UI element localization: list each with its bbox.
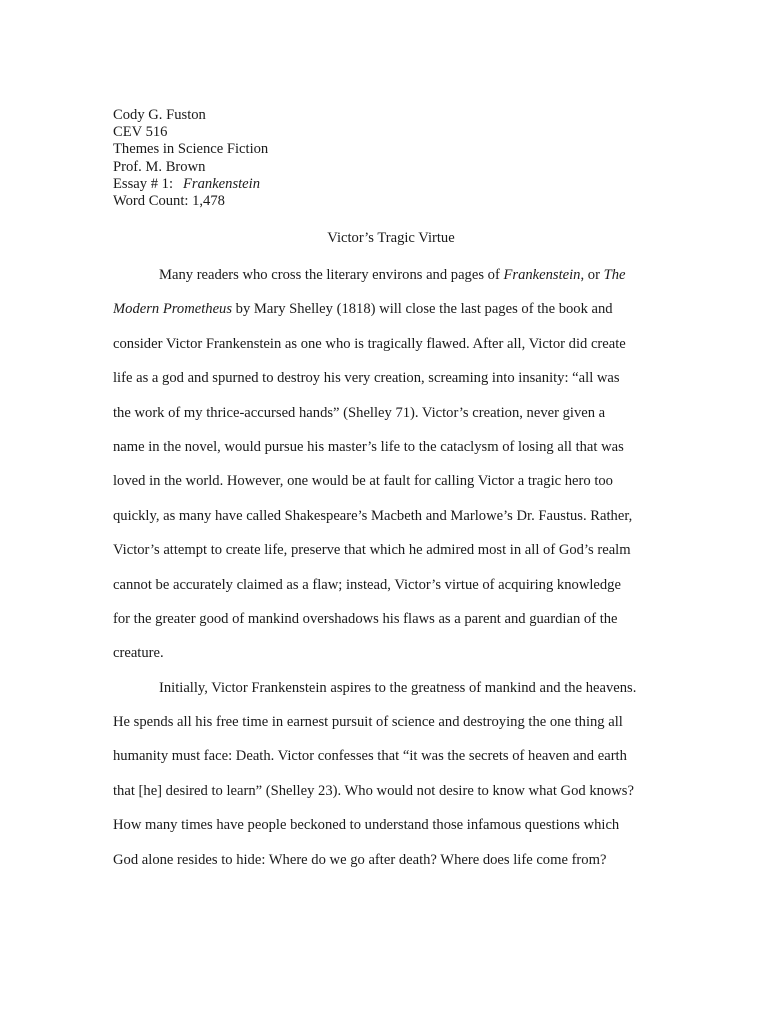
professor-name: Prof. M. Brown xyxy=(113,158,206,175)
text-line: consider Victor Frankenstein as one who is tragically flawed. After all, Victor did create xyxy=(113,335,626,352)
book-title: Modern Prometheus xyxy=(113,301,233,318)
text-line xyxy=(113,258,654,292)
text-line: Victor’s attempt to create life, preserve that which he admired most in all of God’s realm xyxy=(113,542,631,559)
book-title: Frankenstein xyxy=(503,267,581,283)
text-line: How many times have people beckoned to understand those infamous questions which xyxy=(113,817,620,834)
essay-number xyxy=(113,176,268,193)
text-line: creature. xyxy=(113,645,164,662)
essay-subject: Frankenstein xyxy=(183,175,261,192)
essay-label: Essay # 1: xyxy=(113,175,173,192)
paragraph xyxy=(113,671,654,877)
text-line: for the greater good of mankind overshadows his flaws as a parent and guardian of the xyxy=(113,610,618,627)
text-line: Initially, Victor Frankenstein aspires to the greatness of mankind and the heavens. xyxy=(159,679,637,696)
text-line: cannot be accurately claimed as a flaw; instead, Victor’s virtue of acquiring knowledge xyxy=(113,576,621,593)
text-line: humanity must face: Death. Victor confesses that “it was the secrets of heaven and earth xyxy=(113,748,627,765)
text-line xyxy=(113,292,654,326)
text-line: name in the novel, would pursue his master’s life to the cataclysm of losing all that was xyxy=(113,438,624,455)
text-run: , or xyxy=(580,267,604,283)
essay-title: Victor’s Tragic Virtue xyxy=(327,230,455,246)
text-line: loved in the world. However, one would be at fault for calling Victor a tragic hero too xyxy=(113,473,613,490)
essay-header xyxy=(113,107,268,210)
text-line: God alone resides to hide: Where do we go after death? Where does life come from? xyxy=(113,851,607,868)
text-line: that [he] desired to learn” (Shelley 23). Who would not desire to know what God knows? xyxy=(113,782,634,799)
course-title: Themes in Science Fiction xyxy=(113,141,269,158)
text-line: quickly, as many have called Shakespeare’s Macbeth and Marlowe’s Dr. Faustus. Rather, xyxy=(113,507,633,524)
text-line: life as a god and spurned to destroy his very creation, screaming into insanity: “all was xyxy=(113,370,620,387)
paragraph xyxy=(113,258,654,671)
book-title: The xyxy=(603,267,626,283)
author-name: Cody G. Fuston xyxy=(113,107,206,123)
text-run: Many readers who cross the literary environs and pages of xyxy=(159,267,504,283)
essay-body xyxy=(113,258,654,877)
course-code: CEV 516 xyxy=(113,124,168,141)
text-line: the work of my thrice-accursed hands” (Shelley 71). Victor’s creation, never given a xyxy=(113,404,606,421)
text-run: by Mary Shelley (1818) will close the last pages of the book and xyxy=(232,301,613,318)
text-line: He spends all his free time in earnest pursuit of science and destroying the one thing all xyxy=(113,714,623,731)
word-count: Word Count: 1,478 xyxy=(113,193,225,210)
